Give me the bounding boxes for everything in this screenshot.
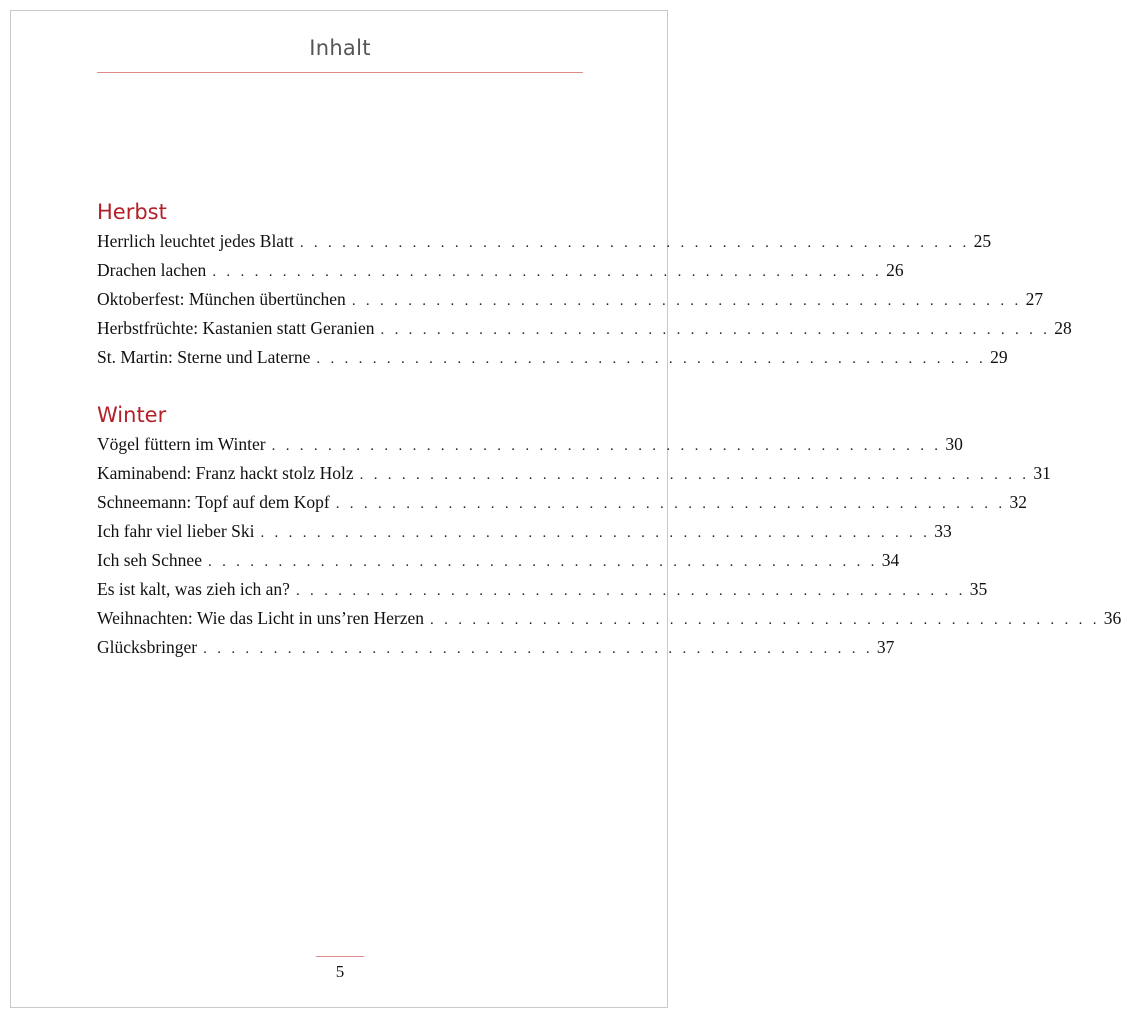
entry-page-number: 27 [1025, 289, 1044, 309]
header-divider [97, 72, 583, 73]
toc-entry[interactable] [97, 517, 952, 546]
entry-page-number: 33 [934, 521, 952, 541]
toc-entry[interactable] [97, 256, 904, 285]
entry-title: Glücksbringer [97, 637, 198, 657]
dot-leader: . . . . . . . . . . . . . . . . . . . . . . . . . . . . . . . . . . . . . . . . . . . . . . . . [207, 554, 878, 570]
dot-leader: . . . . . . . . . . . . . . . . . . . . . . . . . . . . . . . . . . . . . . . . . . . . . . . . [380, 322, 1051, 338]
toc-entry[interactable] [97, 546, 900, 575]
section-heading: Herbst [97, 200, 167, 224]
dot-leader: . . . . . . . . . . . . . . . . . . . . . . . . . . . . . . . . . . . . . . . . . . . . . . . . [351, 293, 1022, 309]
entry-page-number: 26 [886, 260, 904, 280]
page-title: Inhalt [309, 36, 371, 60]
toc-entry[interactable] [97, 633, 895, 662]
entry-title: Drachen lachen [97, 260, 207, 280]
entry-title: Herbstfrüchte: Kastanien statt Geranien [97, 318, 375, 338]
toc-entry[interactable] [97, 459, 1051, 488]
toc-entry[interactable] [97, 227, 992, 256]
dot-leader: . . . . . . . . . . . . . . . . . . . . . . . . . . . . . . . . . . . . . . . . . . . . . . . . [212, 264, 883, 280]
toc-section-herbst [97, 197, 1072, 372]
dot-leader: . . . . . . . . . . . . . . . . . . . . . . . . . . . . . . . . . . . . . . . . . . . . . . . . [335, 496, 1006, 512]
entry-page-number: 35 [969, 579, 988, 599]
dot-leader: . . . . . . . . . . . . . . . . . . . . . . . . . . . . . . . . . . . . . . . . . . . . . . . . [430, 612, 1100, 628]
entry-title: Vögel füttern im Winter [97, 434, 266, 454]
entry-page-number: 30 [945, 434, 963, 454]
dot-leader: . . . . . . . . . . . . . . . . . . . . . . . . . . . . . . . . . . . . . . . . . . . . . . . . [203, 641, 873, 657]
dot-leader: . . . . . . . . . . . . . . . . . . . . . . . . . . . . . . . . . . . . . . . . . . . . . . . . [295, 583, 966, 599]
entry-title: Ich seh Schnee [97, 550, 202, 570]
entry-title: Ich fahr viel lieber Ski [97, 521, 255, 541]
entry-title: Kaminabend: Franz hackt stolz Holz [97, 463, 354, 483]
dot-leader: . . . . . . . . . . . . . . . . . . . . . . . . . . . . . . . . . . . . . . . . . . . . . . . . [316, 351, 987, 367]
entry-page-number: 31 [1033, 463, 1051, 483]
entry-title: Oktoberfest: München übertünchen [97, 289, 346, 309]
dot-leader: . . . . . . . . . . . . . . . . . . . . . . . . . . . . . . . . . . . . . . . . . . . . . . . . [260, 525, 931, 541]
page-number: 5 [335, 962, 345, 981]
dot-leader: . . . . . . . . . . . . . . . . . . . . . . . . . . . . . . . . . . . . . . . . . . . . . . . . [271, 438, 942, 454]
toc-entry[interactable] [97, 314, 1072, 343]
toc-entry[interactable] [97, 604, 1121, 633]
entry-page-number: 36 [1103, 608, 1121, 628]
entry-page-number: 25 [973, 231, 992, 251]
dot-leader: . . . . . . . . . . . . . . . . . . . . . . . . . . . . . . . . . . . . . . . . . . . . . . . . [299, 235, 970, 251]
entry-title: Es ist kalt, was zieh ich an? [97, 579, 290, 599]
entry-title: Schneemann: Topf auf dem Kopf [97, 492, 330, 512]
entry-page-number: 28 [1054, 318, 1072, 338]
entry-page-number: 29 [990, 347, 1008, 367]
toc-entry[interactable] [97, 430, 963, 459]
dot-leader: . . . . . . . . . . . . . . . . . . . . . . . . . . . . . . . . . . . . . . . . . . . . . . . . [359, 467, 1030, 483]
toc-entry[interactable] [97, 488, 1027, 517]
entry-title: Weihnachten: Wie das Licht in uns’ren Herzen [97, 608, 425, 628]
toc-section-winter [97, 400, 1121, 662]
toc-entry[interactable] [97, 343, 1008, 372]
entry-page-number: 37 [876, 637, 895, 657]
entry-title: St. Martin: Sterne und Laterne [97, 347, 311, 367]
entry-title: Herrlich leuchtet jedes Blatt [97, 231, 294, 251]
section-heading: Winter [97, 403, 167, 427]
footer-divider [316, 956, 364, 957]
entry-page-number: 32 [1009, 492, 1027, 512]
toc-entry[interactable] [97, 285, 1044, 314]
toc-entry[interactable] [97, 575, 988, 604]
entry-page-number: 34 [881, 550, 900, 570]
